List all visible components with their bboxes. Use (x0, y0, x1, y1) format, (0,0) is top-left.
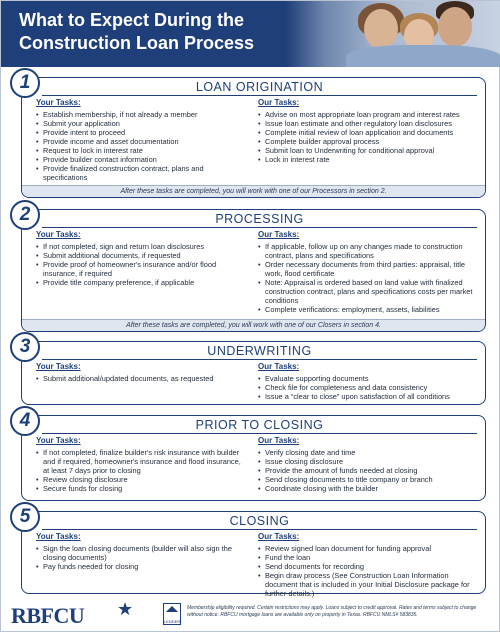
title-line-1: What to Expect During the (19, 10, 244, 30)
your-tasks-list (36, 374, 248, 383)
list-item: • Fund the loan (258, 553, 480, 562)
step-number-badge: 1 (10, 68, 40, 98)
list-item: • Verify closing date and time (258, 448, 480, 457)
rbfcu-logo: RBFCU (11, 603, 85, 628)
list-item: • Advise on most appropriate loan program and interest rates (258, 110, 480, 119)
your-tasks-heading: Your Tasks: (36, 532, 81, 541)
disclaimer-text: Membership eligibility required. Certain restrictions may apply. Loans subject to credit approval. Rates and terms subject to change without notice. RBFCU mortgage loans are available only on property in Texas. RBFCU NMLS# 583835. (187, 605, 477, 618)
header-banner (1, 1, 500, 67)
list-item: • Submit your application (36, 119, 248, 128)
step-number-badge: 2 (10, 200, 40, 230)
list-item: • Submit loan to Underwriting for conditional approval (258, 146, 480, 155)
list-item: • Submit additional documents, if requested (36, 251, 248, 260)
section-title: CLOSING (42, 512, 477, 530)
step-number-badge: 3 (10, 332, 40, 362)
your-tasks-heading: Your Tasks: (36, 436, 81, 445)
list-item: • Provide title company preference, if applicable (36, 278, 248, 287)
equal-housing-lender-icon (163, 603, 181, 625)
list-item: • Issue a “clear to close” upon satisfaction of all conditions (258, 392, 480, 401)
your-tasks-heading: Your Tasks: (36, 230, 81, 239)
list-item: • Issue loan estimate and other regulatory loan disclosures (258, 119, 480, 128)
list-item: • Submit additional/updated documents, as requested (36, 374, 248, 383)
list-item: • Review closing disclosure (36, 475, 248, 484)
list-item: • Complete builder approval process (258, 137, 480, 146)
our-tasks-list (258, 110, 480, 164)
list-item: • If applicable, follow up on any changes made to construction contract, plans and specifications (258, 242, 480, 260)
step-number-badge: 5 (10, 502, 40, 532)
our-tasks-column (258, 362, 480, 401)
list-item: • Provide builder contact information (36, 155, 248, 164)
your-tasks-heading: Your Tasks: (36, 98, 81, 107)
list-item: • Provide intent to proceed (36, 128, 248, 137)
list-item: • Establish membership, if not already a member (36, 110, 248, 119)
our-tasks-column (258, 532, 480, 598)
your-tasks-column (36, 362, 248, 383)
list-item: • Begin draw process (See Construction Loan Information document that is included in your Initial Disclosure package for further details.) (258, 571, 480, 598)
list-item: • Note: Appraisal is ordered based on land value with finalized construction contract, plans and specifications costs per market conditions (258, 278, 480, 305)
section-title: LOAN ORIGINATION (42, 78, 477, 96)
section-footer-note: After these tasks are completed, you will work with one of our Closers in section 4. (22, 319, 485, 331)
family-photo (286, 1, 500, 67)
our-tasks-list (258, 544, 480, 598)
our-tasks-list (258, 448, 480, 493)
list-item: • Pay funds needed for closing (36, 562, 248, 571)
step-number-badge: 4 (10, 406, 40, 436)
our-tasks-heading: Our Tasks: (258, 362, 300, 371)
list-item: • Send documents for recording (258, 562, 480, 571)
our-tasks-column (258, 230, 480, 314)
section-underwriting (19, 336, 486, 405)
list-item: • Provide the amount of funds needed at closing (258, 466, 480, 475)
list-item: • Coordinate closing with the builder (258, 484, 480, 493)
list-item: • Lock in interest rate (258, 155, 480, 164)
section-loan-origination (19, 72, 486, 198)
list-item: • If not completed, finalize builder's risk insurance with builder and if required, homeowner's insurance and flood insurance, at least 7 days prior to closing (36, 448, 248, 475)
list-item: • Review signed loan document for funding approval (258, 544, 480, 553)
equal-housing-label: LENDER (164, 619, 181, 624)
section-footer-note: After these tasks are completed, you will work with one of our Processors in section 2. (22, 185, 485, 197)
your-tasks-column (36, 230, 248, 287)
list-item: • Order necessary documents from third parties: appraisal, title work, flood certificate (258, 260, 480, 278)
footer (1, 599, 500, 632)
our-tasks-heading: Our Tasks: (258, 98, 300, 107)
list-item: • Complete verifications: employment, assets, liabilities (258, 305, 480, 314)
section-prior-to-closing (19, 410, 486, 501)
list-item: • Provide income and asset documentation (36, 137, 248, 146)
list-item: • Request to lock in interest rate (36, 146, 248, 155)
section-title: UNDERWRITING (42, 342, 477, 360)
your-tasks-column (36, 532, 248, 571)
title-line-2: Construction Loan Process (19, 33, 255, 53)
your-tasks-column (36, 436, 248, 493)
list-item: • Secure funds for closing (36, 484, 248, 493)
list-item: • Sign the loan closing documents (builder will also sign the closing documents) (36, 544, 248, 562)
section-processing (19, 204, 486, 332)
your-tasks-list (36, 448, 248, 493)
list-item: • Check file for completeness and data consistency (258, 383, 480, 392)
our-tasks-heading: Our Tasks: (258, 532, 300, 541)
list-item: • Complete initial review of loan application and documents (258, 128, 480, 137)
our-tasks-column (258, 98, 480, 164)
our-tasks-list (258, 242, 480, 314)
list-item: • If not completed, sign and return loan disclosures (36, 242, 248, 251)
our-tasks-column (258, 436, 480, 493)
list-item: • Issue closing disclosure (258, 457, 480, 466)
your-tasks-column (36, 98, 248, 182)
your-tasks-heading: Your Tasks: (36, 362, 81, 371)
your-tasks-list (36, 242, 248, 287)
section-title: PRIOR TO CLOSING (42, 416, 477, 434)
star-icon: ★ (117, 599, 134, 619)
our-tasks-heading: Our Tasks: (258, 436, 300, 445)
list-item: • Provide proof of homeowner's insurance and/or flood insurance, if required (36, 260, 248, 278)
our-tasks-heading: Our Tasks: (258, 230, 300, 239)
page-title (19, 9, 289, 55)
list-item: • Provide finalized construction contract, plans and specifications (36, 164, 248, 182)
section-title: PROCESSING (42, 210, 477, 228)
section-closing (19, 506, 486, 598)
your-tasks-list (36, 110, 248, 182)
list-item: • Evaluate supporting documents (258, 374, 480, 383)
your-tasks-list (36, 544, 248, 571)
our-tasks-list (258, 374, 480, 401)
list-item: • Send closing documents to title company or branch (258, 475, 480, 484)
